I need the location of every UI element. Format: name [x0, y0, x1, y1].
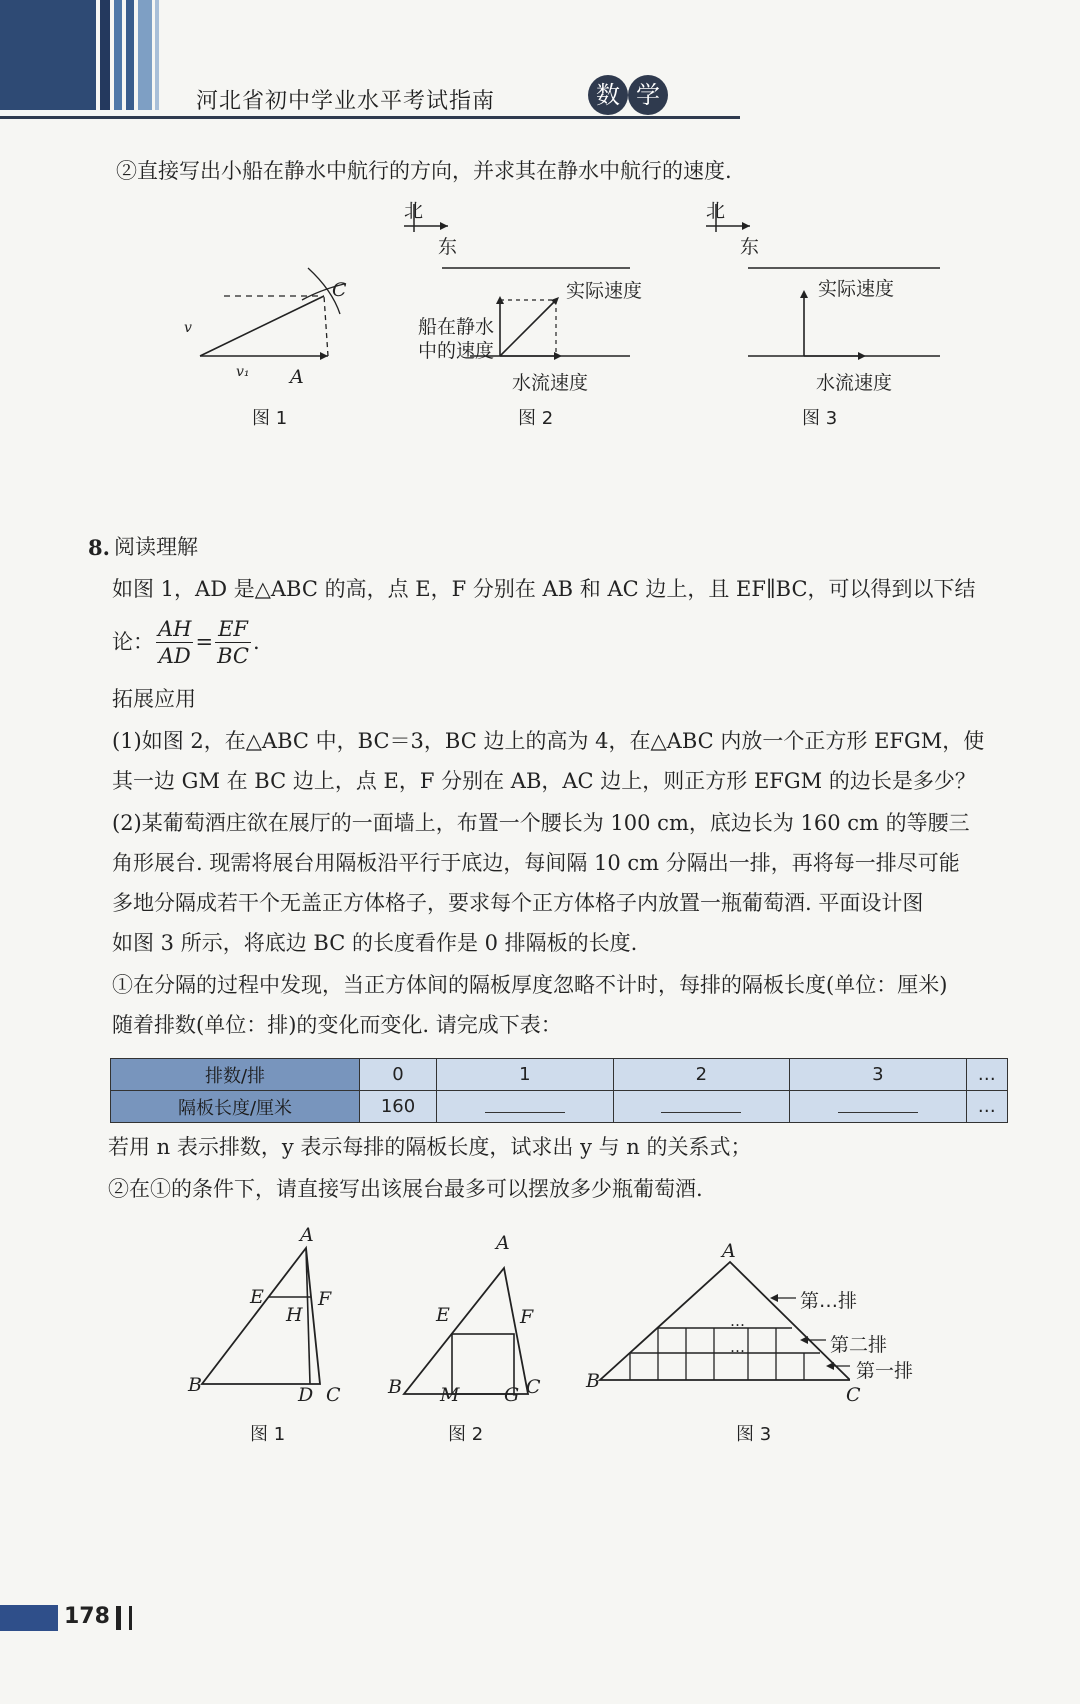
q8-p1-line-1: (1)如图 2，在△ABC 中，BC＝3，BC 边上的高为 4，在△ABC 内放一个正方形 EFGM，使	[112, 729, 985, 753]
q8-p2-line-2: 角形展台. 现需将展台用隔板沿平行于底边，每间隔 10 cm 分隔出一排，再将每一排尽可能	[112, 851, 960, 875]
subject-badge-2: 学	[628, 75, 668, 115]
q7-fig2-still-2: 中的速度	[418, 340, 495, 362]
fig2-label-b: B	[388, 1376, 402, 1398]
fig3-label-a: A	[722, 1240, 736, 1262]
answer-blank[interactable]	[790, 1091, 967, 1123]
q7-fig1-label-a: A	[290, 366, 304, 388]
q7-fig1-label-v1: v₁	[236, 364, 250, 380]
q7-fig2-actual: 实际速度	[566, 280, 643, 302]
fig2-label-m: M	[440, 1384, 460, 1406]
fig2-label-g: G	[504, 1384, 520, 1406]
equals-sign: =	[195, 630, 214, 654]
q8-fig2-caption: 图 2	[448, 1424, 484, 1445]
fig3-row-2: 第二排	[830, 1334, 888, 1356]
table-header-length: 隔板长度/厘米	[111, 1091, 360, 1123]
q8-s2: ②在①的条件下，请直接写出该展台最多可以摆放多少瓶葡萄酒.	[108, 1177, 703, 1201]
table-cell: 2	[613, 1059, 790, 1091]
frac1-num: AH	[158, 617, 192, 641]
q8-figure-3	[590, 1250, 850, 1390]
q7-fig3-east: 东	[740, 236, 760, 258]
fraction-ef-bc	[215, 616, 251, 669]
q8-p2-line-1: (2)某葡萄酒庄欲在展厅的一面墙上，布置一个腰长为 100 cm，底边长为 160 cm 的等腰三	[112, 811, 970, 835]
fig2-label-c: C	[526, 1376, 541, 1398]
fig2-label-e: E	[436, 1304, 450, 1326]
q8-fig1-caption: 图 1	[250, 1424, 286, 1445]
q8-figure-1	[190, 1238, 350, 1398]
q8-p2-line-3: 多地分隔成若干个无盖正方体格子，要求每个正方体格子内放置一瓶葡萄酒. 平面设计图	[112, 891, 924, 915]
q7-fig3-actual: 实际速度	[818, 278, 895, 300]
q8-extension-heading: 拓展应用	[112, 687, 196, 711]
q7-fig2-flow: 水流速度	[512, 372, 589, 394]
table-row	[111, 1059, 1008, 1091]
q7-fig3-north: 北	[706, 200, 726, 222]
fig3-label-b: B	[586, 1370, 600, 1392]
fig2-label-f: F	[520, 1306, 534, 1328]
q8-title: 阅读理解	[114, 535, 198, 559]
table-cell: 3	[790, 1059, 967, 1091]
rows-length-table	[110, 1058, 1008, 1123]
fig1-label-h: H	[286, 1304, 303, 1326]
q7-fig2-caption: 图 2	[518, 408, 554, 429]
table-cell: …	[966, 1059, 1007, 1091]
q7-fig2-north: 北	[404, 200, 424, 222]
q7-fig3-caption: 图 3	[802, 408, 838, 429]
period: .	[252, 630, 260, 654]
fig1-label-e: E	[250, 1286, 264, 1308]
q8-intro-line-2	[112, 616, 260, 669]
header-stripe-graphic	[0, 0, 180, 118]
fig1-label-d: D	[298, 1384, 314, 1406]
fig3-row-1: 第一排	[856, 1360, 914, 1382]
answer-blank[interactable]	[437, 1091, 614, 1123]
q8-fig3-caption: 图 3	[736, 1424, 772, 1445]
q7-fig3-flow: 水流速度	[816, 372, 893, 394]
table-header-rows: 排数/排	[111, 1059, 360, 1091]
q8-after-table: 若用 n 表示排数，y 表示每排的隔板长度，试求出 y 与 n 的关系式；	[108, 1135, 752, 1159]
q8-s1-line-2: 随着排数(单位：排)的变化而变化. 请完成下表：	[112, 1013, 562, 1037]
fig1-label-b: B	[188, 1374, 202, 1396]
q7-part2-text: ②直接写出小船在静水中航行的方向，并求其在静水中航行的速度.	[116, 159, 732, 183]
table-cell: 160	[360, 1091, 437, 1123]
footer-ticks	[116, 1606, 132, 1630]
q7-fig1-label-c: C	[332, 279, 347, 301]
fig3-row-n: 第…排	[800, 1290, 858, 1312]
fig3-label-c: C	[846, 1384, 861, 1406]
fig1-label-f: F	[318, 1288, 332, 1310]
fig3-dots-row-1: …	[730, 1338, 745, 1356]
fig3-dots-row-2: …	[730, 1312, 745, 1330]
header-title: 河北省初中学业水平考试指南	[196, 89, 496, 114]
fig2-label-a: A	[496, 1232, 510, 1254]
q7-fig1-caption: 图 1	[252, 408, 288, 429]
q8-p2-line-4: 如图 3 所示，将底边 BC 的长度看作是 0 排隔板的长度.	[112, 931, 638, 955]
header-rule	[0, 116, 740, 119]
table-cell: …	[966, 1091, 1007, 1123]
q8-p1-line-2: 其一边 GM 在 BC 边上，点 E，F 分别在 AB，AC 边上，则正方形 EFGM 的边长是多少？	[112, 769, 976, 793]
fig1-label-c: C	[326, 1384, 341, 1406]
table-row	[111, 1091, 1008, 1123]
subject-badge-1: 数	[588, 75, 628, 115]
frac2-num: EF	[215, 616, 251, 643]
frac1-den: AD	[158, 644, 191, 668]
fig1-label-a: A	[300, 1224, 314, 1246]
table-cell: 1	[437, 1059, 614, 1091]
q7-fig2-east: 东	[438, 236, 458, 258]
footer-bar	[0, 1605, 58, 1631]
answer-blank[interactable]	[613, 1091, 790, 1123]
q7-fig2-still-1: 船在静水	[418, 316, 495, 338]
table-cell: 0	[360, 1059, 437, 1091]
q7-fig1-label-v: v	[184, 320, 192, 336]
q8-s1-line-1: ①在分隔的过程中发现，当正方体间的隔板厚度忽略不计时，每排的隔板长度(单位：厘米)	[112, 973, 948, 997]
q8-intro-prefix: 论：	[112, 630, 154, 654]
frac2-den: BC	[217, 644, 249, 668]
page-number: 178	[64, 1604, 110, 1629]
q8-number: 8.	[88, 535, 110, 560]
fraction-ah-ad	[156, 616, 193, 669]
q8-intro-line-1: 如图 1，AD 是△ABC 的高，点 E，F 分别在 AB 和 AC 边上，且 EF∥BC，可以得到以下结	[112, 577, 976, 601]
